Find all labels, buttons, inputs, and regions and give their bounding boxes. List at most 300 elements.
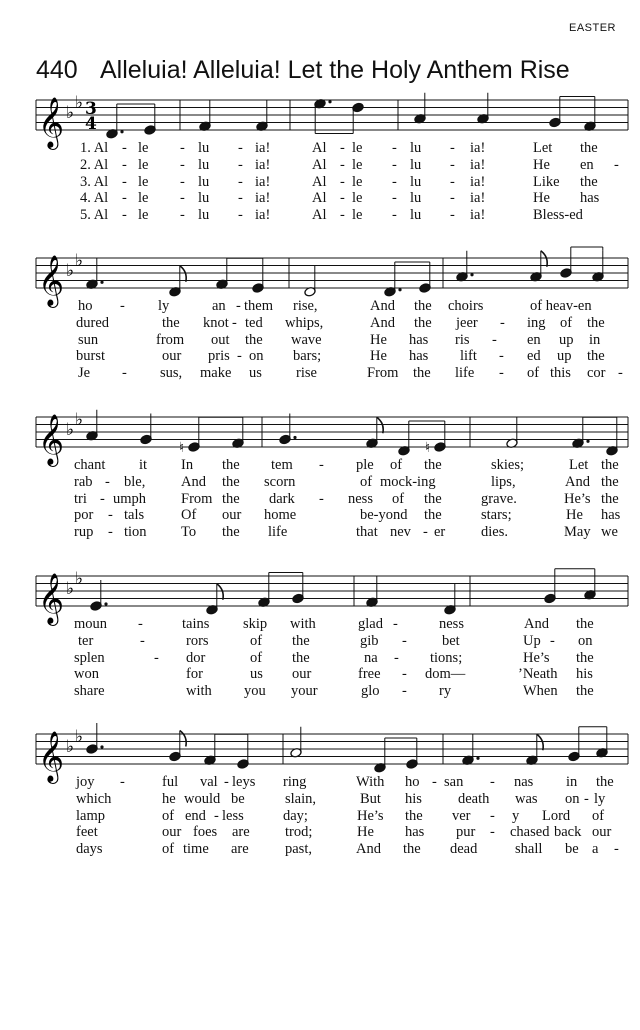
lyric-syllable: leys <box>232 774 256 790</box>
lyric-syllable: rup <box>74 524 94 541</box>
lyric-syllable: dead <box>450 841 478 858</box>
lyric-syllable: - <box>394 649 399 666</box>
note <box>560 247 572 278</box>
lyric-syllable: - <box>180 207 185 224</box>
lyric-syllable: le <box>352 190 363 207</box>
lyric-syllable: - <box>340 190 345 207</box>
note <box>606 425 618 456</box>
lyric-syllable: the <box>596 774 614 790</box>
lyric-syllable: ed <box>527 348 541 365</box>
lyric-syllable: of <box>592 807 605 824</box>
lyric-syllable: tions; <box>430 649 463 666</box>
lyric-syllable: With <box>356 774 385 790</box>
lyric-syllable: foes <box>193 824 218 841</box>
lyric-syllable: home <box>264 507 297 524</box>
lyric-syllable: - <box>402 683 407 700</box>
lyric-syllable: glad <box>358 616 383 632</box>
lyric-syllable: whips, <box>285 314 324 331</box>
lyric-syllable: bars; <box>293 348 322 365</box>
hymn-number: 440 <box>36 56 78 84</box>
lyric-syllable: has <box>405 824 425 841</box>
lyric-syllable: He <box>533 190 550 207</box>
treble-clef: 𝄞 <box>38 414 65 465</box>
lyric-syllable: - <box>499 348 504 365</box>
lyric-syllable: nas <box>514 774 534 790</box>
note <box>304 266 316 297</box>
lyric-syllable: er <box>434 524 446 541</box>
lyric-syllable: lu <box>410 140 422 156</box>
lyric-syllable: le <box>352 140 363 156</box>
lyric-syllable: - <box>614 156 619 173</box>
note <box>425 421 446 456</box>
lyric-syllable: of <box>527 365 540 382</box>
lyric-syllable: Let <box>569 457 589 473</box>
lyric-syllable: wave <box>291 331 322 348</box>
lyric-syllable: And <box>565 473 590 490</box>
lyric-syllable: - <box>138 616 143 632</box>
lyric-syllable: Al <box>312 156 327 173</box>
lyric-syllable: rise <box>296 365 317 382</box>
lyric-syllable: ful <box>162 774 179 790</box>
lyric-syllable: the <box>405 807 423 824</box>
note <box>86 410 98 441</box>
flat-sign: ♭ <box>66 261 75 281</box>
lyric-syllable: - <box>100 490 105 507</box>
lyric-syllable: - <box>122 156 127 173</box>
lyric-syllable: ia! <box>255 156 271 173</box>
lyric-syllable: le <box>352 207 363 224</box>
svg-text:♮: ♮ <box>179 440 185 456</box>
note <box>456 251 474 282</box>
lyric-syllable: - <box>340 207 345 224</box>
note <box>462 734 480 765</box>
lyric-syllable: up <box>559 331 574 348</box>
lyric-syllable: - <box>392 173 397 190</box>
lyric-syllable: mock-ing <box>380 473 436 490</box>
lyric-syllable: - <box>236 298 241 314</box>
lyric-syllable: share <box>74 683 105 700</box>
lyric-syllable: Let <box>533 140 553 156</box>
lyric-syllable: ly <box>158 298 170 314</box>
flat-sign: ♭ <box>75 568 84 589</box>
lyric-syllable: - <box>450 156 455 173</box>
note <box>584 100 596 131</box>
lyric-syllable: ia! <box>255 190 271 207</box>
lyric-syllable: has <box>409 331 429 348</box>
lyric-syllable: the <box>576 649 594 666</box>
lyric-syllable: chased <box>510 824 550 841</box>
lyric-syllable: the <box>222 473 240 490</box>
lyric-syllable: up <box>557 348 572 365</box>
lyric-syllable: - <box>402 666 407 683</box>
lyric-syllable: tion <box>124 524 147 541</box>
lyric-syllable: le <box>352 173 363 190</box>
lyric-syllable: sun <box>78 331 99 348</box>
lyric-syllable: you <box>244 683 266 700</box>
lyric-syllable: - <box>490 824 495 841</box>
lyric-syllable: He <box>370 331 387 348</box>
lyric-syllable: le <box>138 190 149 207</box>
lyric-syllable: le <box>138 156 149 173</box>
flat-sign: ♭ <box>75 409 84 430</box>
note <box>414 93 426 124</box>
lyric-syllable: - <box>618 365 623 382</box>
lyric-syllable: - <box>105 473 110 490</box>
lyric-syllable: por <box>74 507 94 524</box>
lyric-syllable: life <box>268 524 288 541</box>
lyric-syllable: days <box>76 841 103 858</box>
lyric-syllable: was <box>515 790 538 807</box>
lyric-syllable: of <box>250 632 263 649</box>
note <box>314 98 332 129</box>
lyric-syllable: - <box>238 173 243 190</box>
lyric-syllable: lu <box>410 190 422 207</box>
lyric-syllable: bet <box>442 632 460 649</box>
lyric-syllable: le <box>138 173 149 190</box>
lyric-syllable: his <box>405 790 422 807</box>
lyric-syllable: - <box>108 507 113 524</box>
section-label: EASTER <box>568 22 616 34</box>
lyric-syllable: be-yond <box>360 507 408 524</box>
lyric-syllable: ia! <box>470 207 486 224</box>
lyric-syllable: gib <box>360 632 379 649</box>
lyric-syllable: - <box>499 365 504 382</box>
lyric-syllable: grave. <box>481 490 517 507</box>
note <box>419 262 431 293</box>
lyric-syllable: stars; <box>481 507 512 524</box>
lyric-syllable: Bless-ed <box>533 207 583 224</box>
note <box>258 576 270 607</box>
lyric-syllable: us <box>249 365 262 382</box>
lyric-syllable: ble, <box>124 473 146 490</box>
lyric-syllable: day; <box>283 807 308 824</box>
lyric-syllable: He’s <box>357 807 384 824</box>
lyric-syllable: - <box>180 140 185 156</box>
lyric-syllable: the <box>576 683 594 700</box>
lyric-syllable: end <box>185 807 206 824</box>
lyric-syllable: our <box>222 507 242 524</box>
note <box>374 742 386 773</box>
lyric-syllable: has <box>409 348 429 365</box>
note <box>90 580 108 611</box>
lyric-syllable: cor <box>587 365 606 382</box>
note <box>592 251 604 282</box>
lyric-syllable: - <box>120 774 125 790</box>
lyric-syllable: ia! <box>470 140 486 156</box>
lyric-syllable: Of <box>181 507 197 524</box>
lyric-syllable: He’s <box>564 490 591 507</box>
lyric-syllable: And <box>370 314 395 331</box>
lyric-syllable: lu <box>198 140 210 156</box>
lyric-syllable: for <box>186 666 203 683</box>
lyric-syllable: lift <box>460 348 477 365</box>
lyric-syllable: - <box>120 298 125 314</box>
lyric-syllable: tem <box>271 457 293 473</box>
lyric-syllable: ple <box>356 457 374 473</box>
lyric-syllable: us <box>250 666 263 683</box>
time-signature-bottom: 4 <box>85 114 97 134</box>
lyric-syllable: choirs <box>448 298 484 314</box>
lyric-syllable: on <box>578 632 593 649</box>
lyric-syllable: are <box>232 824 250 841</box>
lyric-syllable: - <box>340 140 345 156</box>
lyric-syllable: Al <box>312 190 327 207</box>
lyric-syllable: has <box>601 507 621 524</box>
lyric-syllable: the <box>601 490 619 507</box>
lyric-syllable: ia! <box>470 190 486 207</box>
lyric-syllable: that <box>356 524 378 541</box>
lyric-syllable: - <box>450 207 455 224</box>
note <box>256 100 268 131</box>
lyric-syllable: rors <box>186 632 209 649</box>
note <box>86 723 104 754</box>
lyric-syllable: - <box>154 649 159 666</box>
lyric-syllable: - <box>423 524 428 541</box>
lyric-syllable: time <box>183 841 209 858</box>
lyric-syllable: the <box>576 616 594 632</box>
lyric-syllable: tains <box>182 616 210 632</box>
lyric-syllable: - <box>450 190 455 207</box>
lyric-syllable: the <box>424 507 442 524</box>
note <box>206 584 223 615</box>
lyric-syllable: has <box>580 190 600 207</box>
lyric-syllable: the <box>580 140 598 156</box>
lyric-syllable: From <box>367 365 399 382</box>
lyric-syllable: tri <box>74 490 87 507</box>
lyric-syllable: 3. Al <box>80 173 109 190</box>
note <box>252 262 264 293</box>
lyric-syllable: the <box>222 524 240 541</box>
lyric-syllable: ia! <box>470 173 486 190</box>
lyric-syllable: the <box>424 490 442 507</box>
lyric-syllable: back <box>554 824 582 841</box>
note <box>199 100 211 131</box>
lyric-syllable: of <box>392 490 405 507</box>
lyric-syllable: with <box>186 683 212 700</box>
lyric-syllable: our <box>162 348 182 365</box>
lyric-syllable: a <box>592 841 599 858</box>
lyric-syllable: we <box>601 524 618 541</box>
lyric-syllable: our <box>162 824 182 841</box>
lyric-syllable: - <box>584 790 589 807</box>
lyric-syllable: free <box>358 666 381 683</box>
lyric-syllable: - <box>614 841 619 858</box>
lyric-syllable: - <box>180 173 185 190</box>
lyric-syllable: ly <box>594 790 606 807</box>
lyric-syllable: it <box>139 457 148 473</box>
lyric-syllable: ted <box>245 314 263 331</box>
note <box>366 576 378 607</box>
lyric-syllable: From <box>181 490 213 507</box>
note <box>526 734 543 765</box>
lyric-syllable: dies. <box>481 524 508 541</box>
lyric-syllable: sus, <box>160 365 183 382</box>
note <box>204 734 216 765</box>
note <box>169 266 186 297</box>
lyric-syllable: - <box>392 140 397 156</box>
lyric-syllable: glo <box>361 683 380 700</box>
lyric-syllable: would <box>184 790 221 807</box>
lyric-syllable: of <box>390 457 403 473</box>
lyric-syllable: - <box>238 140 243 156</box>
lyric-syllable: lu <box>410 173 422 190</box>
lyric-syllable: - <box>319 490 324 507</box>
lyric-syllable: ring <box>283 774 307 790</box>
lyric-syllable: past, <box>285 841 312 858</box>
lyric-syllable: the <box>587 314 605 331</box>
lyric-syllable: - <box>392 156 397 173</box>
lyric-syllable: Al <box>312 173 327 190</box>
lyric-syllable: He’s <box>523 649 550 666</box>
lyric-syllable: his <box>576 666 593 683</box>
lyric-syllable: our <box>292 666 312 683</box>
lyric-syllable: knot <box>203 314 229 331</box>
lyric-syllable: And <box>524 616 549 632</box>
lyric-syllable: - <box>402 632 407 649</box>
lyric-syllable: ing <box>527 314 546 331</box>
note <box>237 738 249 769</box>
lyric-syllable: - <box>490 774 495 790</box>
lyric-syllable: trod; <box>285 824 313 841</box>
lyric-syllable: your <box>291 683 318 700</box>
lyric-syllable: - <box>237 348 242 365</box>
lyric-syllable: To <box>181 524 197 541</box>
lyric-syllable: - <box>393 616 398 632</box>
lyric-syllable: ho <box>405 774 420 790</box>
lyric-syllable: tals <box>124 507 145 524</box>
flat-sign: ♭ <box>75 250 84 271</box>
lyric-syllable: - <box>122 140 127 156</box>
lyric-syllable: be <box>565 841 579 858</box>
lyric-syllable: the <box>222 457 240 473</box>
note <box>179 421 200 456</box>
lyric-syllable: 2. Al <box>80 156 109 173</box>
lyric-syllable: ry <box>439 683 452 700</box>
lyric-syllable: rise, <box>293 298 318 314</box>
lyric-syllable: dor <box>186 649 206 666</box>
lyric-syllable: in <box>566 774 578 790</box>
lyric-syllable: burst <box>76 348 105 365</box>
lyric-syllable: of <box>360 473 373 490</box>
lyric-syllable: Up <box>523 632 541 649</box>
lyric-syllable: the <box>222 490 240 507</box>
lyric-syllable: Like <box>533 173 560 190</box>
lyric-syllable: He <box>533 156 550 173</box>
note <box>444 584 456 615</box>
note <box>477 93 489 124</box>
lyric-syllable: - <box>122 207 127 224</box>
lyric-syllable: - <box>122 365 127 382</box>
lyric-syllable: - <box>180 190 185 207</box>
lyric-syllable: 1. Al <box>80 140 109 156</box>
lyric-syllable: chant <box>74 457 106 473</box>
lyric-syllable: skies; <box>491 457 525 473</box>
lyric-syllable: nev <box>390 524 411 541</box>
time-signature-top: 3 <box>85 99 97 119</box>
lyric-syllable: le <box>138 207 149 224</box>
lyric-syllable: lu <box>198 156 210 173</box>
lyric-syllable: 5. Al <box>80 207 109 224</box>
lyric-syllable: the <box>587 348 605 365</box>
lyric-syllable: moun <box>74 616 108 632</box>
lyric-syllable: the <box>414 314 432 331</box>
flat-sign: ♭ <box>66 420 75 440</box>
lyric-syllable: the <box>292 649 310 666</box>
lyric-syllable: the <box>414 298 432 314</box>
lyric-syllable: on <box>249 348 264 365</box>
lyric-syllable: make <box>200 365 232 382</box>
lyric-syllable: - <box>108 524 113 541</box>
lyric-syllable: ness <box>348 490 373 507</box>
note <box>572 417 590 448</box>
lyric-syllable: - <box>122 173 127 190</box>
lyric-syllable: ho <box>78 298 93 314</box>
note <box>169 731 186 762</box>
lyric-syllable: umph <box>113 490 147 507</box>
svg-text:♮: ♮ <box>425 440 431 456</box>
treble-clef: 𝄞 <box>38 255 65 306</box>
lyric-syllable: y <box>512 807 520 824</box>
lyric-syllable: death <box>458 790 490 807</box>
note <box>544 573 556 604</box>
lyric-syllable: - <box>392 190 397 207</box>
lyric-syllable: an <box>212 298 226 314</box>
lyric-syllable: ia! <box>255 207 271 224</box>
note <box>292 573 304 604</box>
lyric-syllable: - <box>214 807 219 824</box>
lyric-syllable: na <box>364 649 378 666</box>
lyric-syllable: ia! <box>255 140 271 156</box>
lyric-syllable: In <box>181 457 194 473</box>
lyric-syllable: - <box>319 457 324 473</box>
lyric-syllable: - <box>238 190 243 207</box>
lyric-syllable: the <box>580 173 598 190</box>
treble-clef: 𝄞 <box>38 573 65 624</box>
lyric-syllable: won <box>74 666 99 683</box>
lyric-syllable: - <box>492 331 497 348</box>
note <box>216 258 228 289</box>
lyric-syllable: - <box>122 190 127 207</box>
lyric-syllable: san <box>444 774 464 790</box>
note <box>144 104 156 135</box>
lyric-syllable: joy <box>76 774 95 790</box>
note <box>398 425 410 456</box>
lyric-syllable: lu <box>410 156 422 173</box>
lyric-syllable: are <box>231 841 249 858</box>
lyric-syllable: splen <box>74 649 105 666</box>
lyric-syllable: val <box>200 774 218 790</box>
lyric-syllable: slain, <box>285 790 317 807</box>
lyric-syllable: Al <box>312 140 327 156</box>
lyric-syllable: dark <box>269 490 295 507</box>
lyric-syllable: But <box>360 790 381 807</box>
treble-clef: 𝄞 <box>38 731 65 782</box>
note <box>506 417 518 448</box>
lyric-syllable: jeer <box>456 314 478 331</box>
lyric-syllable: - <box>340 173 345 190</box>
lyric-syllable: of <box>162 841 175 858</box>
lyric-syllable: pris <box>208 348 230 365</box>
lyric-syllable: the <box>413 365 431 382</box>
lyric-syllable: - <box>550 632 555 649</box>
lyric-syllable: lamp <box>76 807 105 824</box>
lyric-syllable: skip <box>243 616 268 632</box>
flat-sign: ♭ <box>75 726 84 747</box>
lyric-syllable: - <box>490 807 495 824</box>
lyric-syllable: - <box>238 156 243 173</box>
lyric-syllable: the <box>424 457 442 473</box>
lyric-syllable: - <box>432 774 437 790</box>
